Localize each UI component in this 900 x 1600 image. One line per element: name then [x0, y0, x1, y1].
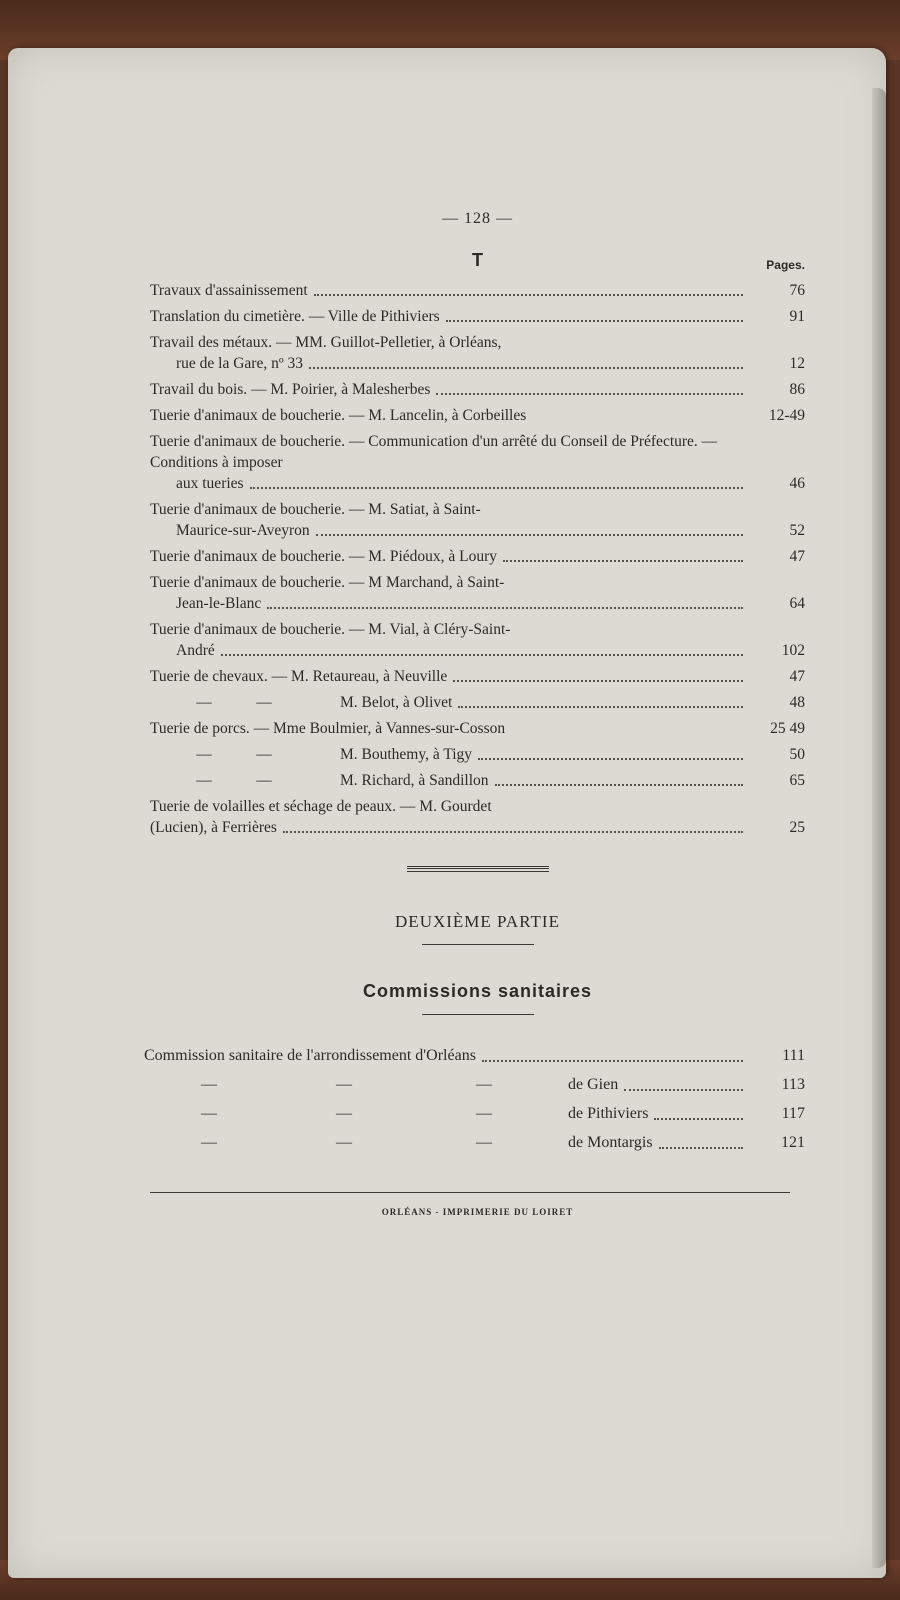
- index-entry: [150, 499, 805, 541]
- entry-page: 121: [781, 1134, 805, 1151]
- entry-text: Travail du bois. — M. Poirier, à Malesherbes: [150, 381, 431, 398]
- entry-text: de Montargis: [568, 1134, 653, 1151]
- leader-dots: [478, 758, 743, 760]
- ditto-dash: —: [196, 772, 212, 789]
- leader-dots: [250, 473, 743, 489]
- ditto-dash: —: [196, 746, 212, 763]
- entry-text: Tuerie d'animaux de boucherie. — M. Satiat, à Saint-: [150, 501, 481, 518]
- ditto-dash: —: [476, 1076, 492, 1093]
- entry-text: de Pithiviers: [568, 1105, 649, 1122]
- entry-text: Travail des métaux. — MM. Guillot-Pelletier, à Orléans,: [150, 334, 502, 351]
- entry-text: Tuerie d'animaux de boucherie. — M. Vial, à Cléry-Saint-: [150, 621, 511, 638]
- entry-page: 113: [781, 1076, 805, 1093]
- ditto-dash: —: [336, 1076, 352, 1093]
- index-entry: [150, 666, 805, 687]
- entry-text-continued: rue de la Gare, nº 33: [176, 355, 304, 372]
- ditto-dash: —: [196, 694, 212, 711]
- entry-page: 64: [789, 595, 805, 612]
- commission-entry: [144, 1045, 805, 1067]
- entry-page: 52: [789, 522, 805, 539]
- entry-text: Commission sanitaire de l'arrondissement d'Orléans: [144, 1047, 476, 1064]
- commission-entry: [144, 1074, 805, 1096]
- section-letter-heading: [150, 250, 805, 274]
- printer-imprint: ORLÉANS - IMPRIMERIE DU LOIRET: [381, 1207, 574, 1217]
- entry-page: 46: [789, 475, 805, 492]
- part-title-rule: [422, 944, 534, 945]
- leader-dots: [495, 784, 743, 786]
- index-entry: [150, 546, 805, 567]
- leader-dots: [453, 666, 743, 682]
- entry-page: 50: [789, 746, 805, 763]
- index-entry: [150, 332, 805, 374]
- entry-text: Tuerie d'animaux de boucherie. — M Marchand, à Saint-: [150, 574, 505, 591]
- entry-page: 102: [781, 642, 805, 659]
- footer-rule: [150, 1192, 790, 1193]
- index-entry: [150, 572, 805, 614]
- entry-page: 76: [789, 282, 805, 299]
- entry-page: 12: [789, 355, 805, 372]
- entry-page: 25 49: [770, 720, 805, 737]
- leader-dots: [446, 306, 743, 322]
- leader-dots: [436, 379, 743, 395]
- entry-text: M. Richard, à Sandillon: [340, 772, 489, 789]
- entry-page: 47: [789, 668, 805, 685]
- entry-page: 91: [789, 308, 805, 325]
- ditto-dash: —: [201, 1134, 217, 1151]
- entry-text: Tuerie d'animaux de boucherie. — M. Piédoux, à Loury: [150, 548, 498, 565]
- commissions-heading: Commissions sanitaires: [362, 981, 593, 1001]
- index-entry: [150, 379, 805, 400]
- part-title: DEUXIÈME PARTIE: [395, 912, 560, 931]
- index-sub-entry: [150, 692, 805, 713]
- leader-dots: [309, 353, 743, 369]
- entry-text: Tuerie d'animaux de boucherie. — M. Lancelin, à Corbeilles: [150, 407, 527, 424]
- entry-page: 117: [781, 1105, 805, 1122]
- index-entry: [150, 405, 805, 426]
- entry-page: 25: [789, 819, 805, 836]
- pages-column-label: Pages.: [766, 258, 805, 272]
- entry-page: 65: [789, 772, 805, 789]
- ditto-dash: —: [256, 746, 272, 763]
- entry-text: Translation du cimetière. — Ville de Pithiviers: [150, 308, 440, 325]
- index-entry: [150, 796, 805, 838]
- entry-text: M. Bouthemy, à Tigy: [340, 746, 473, 763]
- page-content: [144, 210, 805, 1217]
- entry-page: 47: [789, 548, 805, 565]
- ditto-dash: —: [476, 1105, 492, 1122]
- ditto-dash: —: [256, 694, 272, 711]
- leader-dots: [221, 640, 743, 656]
- ditto-dash: —: [336, 1134, 352, 1151]
- leader-dots: [283, 817, 743, 833]
- leader-dots: [314, 280, 743, 296]
- entry-page: 48: [789, 694, 805, 711]
- index-entry: [150, 280, 805, 301]
- entry-text: Tuerie de porcs. — Mme Boulmier, à Vannes-sur-Cosson: [150, 720, 506, 737]
- entry-text: Tuerie d'animaux de boucherie. — Communication d'un arrêté du Conseil de Préfecture. — Conditions à imposer: [150, 433, 718, 471]
- page-number: — 128 —: [442, 210, 513, 227]
- leader-dots: [659, 1147, 743, 1149]
- ditto-dash: —: [201, 1105, 217, 1122]
- index-sub-entry: [150, 744, 805, 765]
- commission-entry: [144, 1132, 805, 1154]
- index-sub-entry: [150, 770, 805, 791]
- entry-text: M. Belot, à Olivet: [340, 694, 453, 711]
- entry-page: 86: [789, 381, 805, 398]
- ditto-dash: —: [256, 772, 272, 789]
- ditto-dash: —: [201, 1076, 217, 1093]
- entry-text-continued: Jean-le-Blanc: [176, 595, 262, 612]
- section-letter: T: [472, 250, 483, 270]
- leader-dots: [654, 1118, 743, 1120]
- entry-page: 12-49: [768, 407, 805, 424]
- entry-text-continued: (Lucien), à Ferrières: [150, 819, 277, 836]
- section-divider-double-rule: [407, 866, 549, 872]
- index-entry: [150, 619, 805, 661]
- ditto-dash: —: [336, 1105, 352, 1122]
- leader-dots: [458, 706, 743, 708]
- leader-dots: [503, 546, 743, 562]
- index-entry: [150, 718, 805, 739]
- entry-text-continued: Maurice-sur-Aveyron: [176, 522, 310, 539]
- leader-dots: [267, 593, 743, 609]
- leader-dots: [482, 1060, 743, 1062]
- entry-text-continued: André: [176, 642, 215, 659]
- leader-dots: [624, 1089, 743, 1091]
- entry-page: 111: [782, 1047, 805, 1064]
- index-entries: [150, 280, 805, 838]
- entry-text-continued: aux tueries: [176, 475, 244, 492]
- index-entry: [150, 431, 805, 494]
- commission-entry: [144, 1103, 805, 1125]
- index-entry: [150, 306, 805, 327]
- entry-text: Tuerie de volailles et séchage de peaux. — M. Gourdet: [150, 798, 492, 815]
- commissions-list: [144, 1045, 805, 1154]
- ditto-dash: —: [476, 1134, 492, 1151]
- entry-text: Tuerie de chevaux. — M. Retaureau, à Neuville: [150, 668, 448, 685]
- commissions-heading-rule: [422, 1014, 534, 1015]
- leader-dots: [316, 520, 743, 536]
- entry-text: de Gien: [568, 1076, 619, 1093]
- entry-text: Travaux d'assainissement: [150, 282, 308, 299]
- page-edge: [872, 88, 886, 1568]
